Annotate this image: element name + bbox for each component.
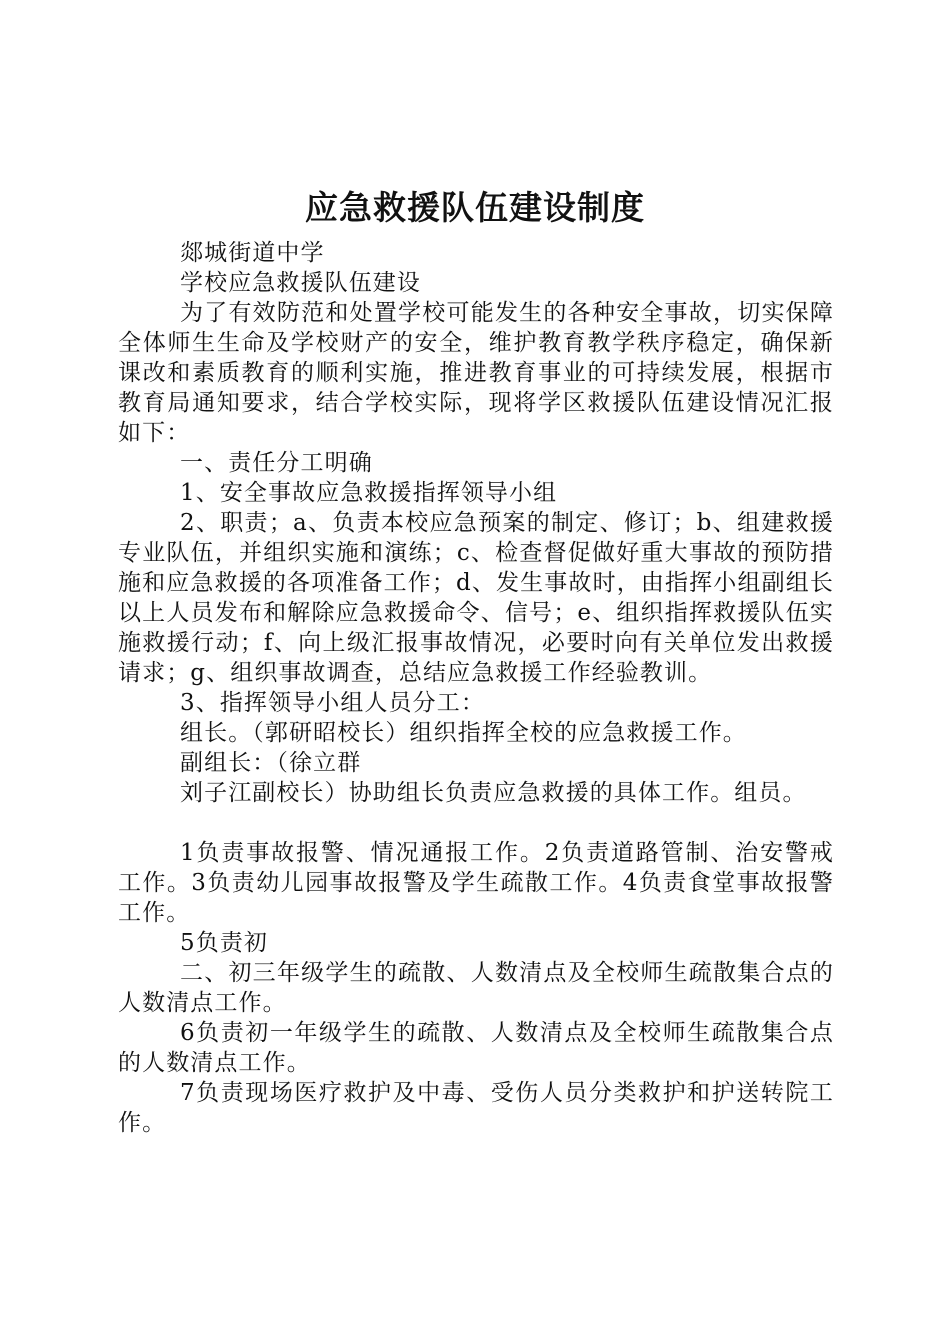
member-duty-5: 5负责初 xyxy=(180,930,269,956)
section-subtitle: 学校应急救援队伍建设 xyxy=(180,270,421,296)
leader-line: 组长。（郭研昭校长）组织指挥全校的应急救援工作。 xyxy=(180,720,747,746)
section-two-line: 二、初三年级学生的疏散、人数清点及全校师生疏散集合点的人数清点工作。 xyxy=(118,960,834,1016)
item-division-of-labor: 3、指挥领导小组人员分工： xyxy=(180,690,485,716)
member-duties-1-4: 1负责事故报警、情况通报工作。2负责道路管制、治安警戒工作。3负责幼儿园事故报警及学生疏散工作。4负责食堂事故报警工作。 xyxy=(118,840,834,926)
member-duty-6: 6负责初一年级学生的疏散、人数清点及全校师生疏散集合点的人数清点工作。 xyxy=(118,1020,834,1076)
member-duty-7: 7负责现场医疗救护及中毒、受伤人员分类救护和护送转院工作。 xyxy=(118,1080,834,1136)
heading-responsibility: 一、责任分工明确 xyxy=(180,450,373,476)
school-name: 郯城街道中学 xyxy=(180,240,325,266)
item-leadership-group: 1、安全事故应急救援指挥领导小组 xyxy=(180,480,558,506)
document-body xyxy=(118,238,834,1138)
deputy-leader-continued: 刘子江副校长）协助组长负责应急救援的具体工作。组员。 xyxy=(180,780,807,806)
deputy-leader-line: 副组长：（徐立群 xyxy=(180,750,362,776)
item-duties: 2、职责；a、负责本校应急预案的制定、修订；b、组建救援专业队伍，并组织实施和演练；c、检查督促做好重大事故的预防措施和应急救援的各项准备工作；d、发生事故时，由指挥小组副组长以上人员发布和解除应急救援命令、信号；e、组织指挥救援队伍实施救援行动；f、向上级汇报事故情况，必要时向有关单位发出救援请求；g、组织事故调查，总结应急救援工作经验教训。 xyxy=(118,510,834,686)
intro-paragraph: 为了有效防范和处置学校可能发生的各种安全事故，切实保障全体师生生命及学校财产的安全，维护教育教学秩序稳定，确保新课改和素质教育的顺利实施，推进教育事业的可持续发展，根据市教育局通知要求，结合学校实际，现将学区救援队伍建设情况汇报如下： xyxy=(118,300,834,446)
document-title: 应急救援队伍建设制度 xyxy=(305,188,645,227)
